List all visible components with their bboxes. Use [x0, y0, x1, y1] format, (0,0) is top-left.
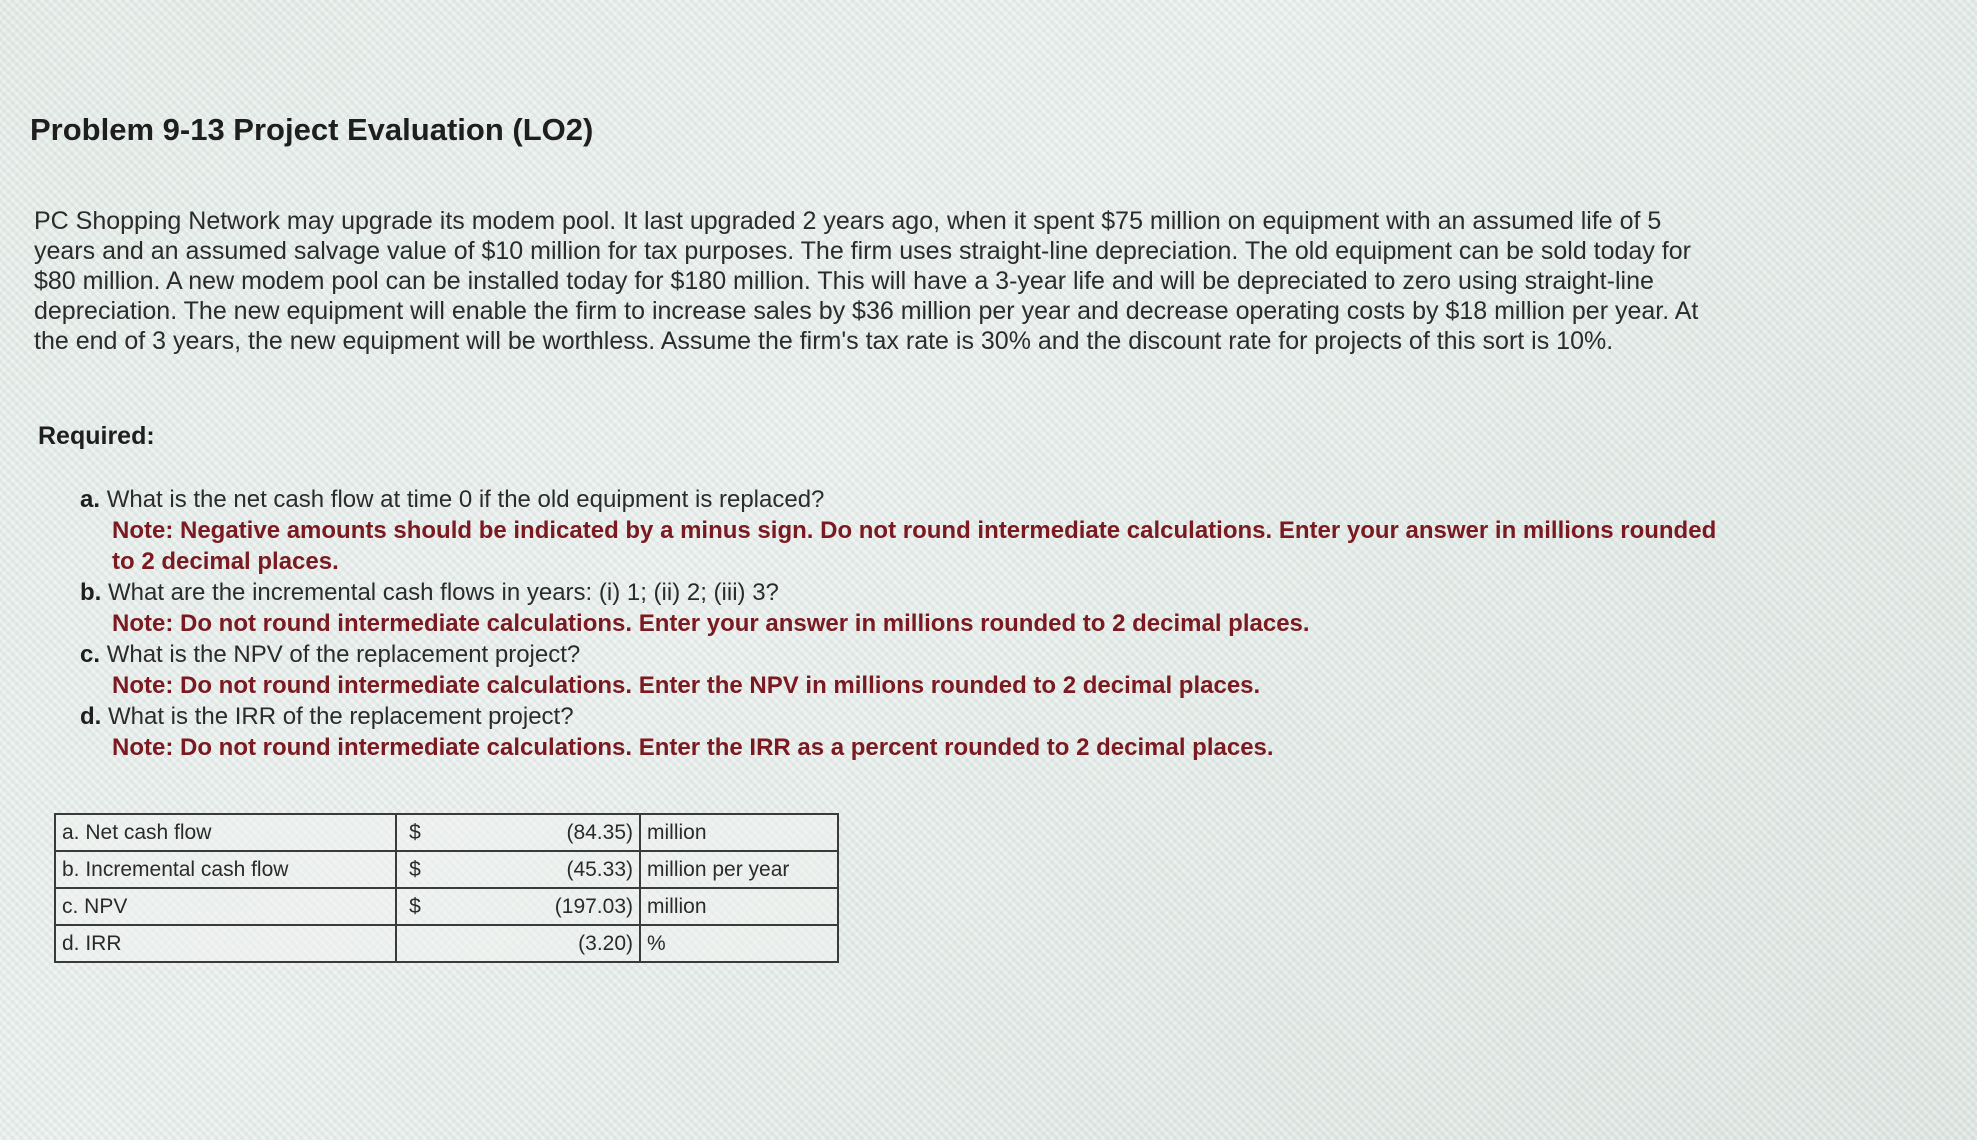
answer-input[interactable]: (3.20): [433, 925, 640, 962]
answer-row-net-cash-flow: [55, 814, 838, 851]
question-letter: b.: [80, 579, 102, 606]
answer-label: a. Net cash flow: [55, 814, 396, 851]
answer-unit: million per year: [640, 851, 838, 888]
question-text: What are the incremental cash flows in years: (i) 1; (ii) 2; (iii) 3?: [108, 579, 779, 606]
currency-symbol: [396, 925, 433, 962]
answer-table: [54, 813, 839, 963]
answer-row-irr: [55, 925, 838, 962]
currency-symbol: $: [396, 888, 433, 925]
question-text: What is the IRR of the replacement project?: [108, 703, 574, 730]
currency-symbol: $: [396, 814, 433, 851]
answer-row-npv: [55, 888, 838, 925]
question-note: Note: Do not round intermediate calculations. Enter the IRR as a percent rounded to 2 decimal places.: [112, 734, 1274, 761]
answer-label: d. IRR: [55, 925, 396, 962]
problem-intro: PC Shopping Network may upgrade its modem pool. It last upgraded 2 years ago, when it spent $75 million on equipment with an assumed life of 5 years and an assumed salvage value of $10 million for tax purposes. The firm uses straight-line depreciation. The old equipment can be sold today for $80 million. A new modem pool can be installed today for $180 million. This will have a 3-year life and will be depreciated to zero using straight-line depreciation. The new equipment will enable the firm to increase sales by $36 million per year and decrease operating costs by $18 million per year. At the end of 3 years, the new equipment will be worthless. Assume the firm's tax rate is 30% and the discount rate for projects of this sort is 10%.: [34, 207, 1699, 355]
problem-title: Problem 9-13 Project Evaluation (LO2): [30, 112, 594, 147]
questions-list: [80, 484, 1720, 763]
answer-unit: %: [640, 925, 838, 962]
question-letter: a.: [80, 486, 101, 513]
question-text: What is the net cash flow at time 0 if the old equipment is replaced?: [106, 486, 825, 513]
question-c: [80, 639, 1720, 701]
answer-input[interactable]: (197.03): [433, 888, 640, 925]
question-b: [80, 577, 1720, 639]
question-note: Note: Do not round intermediate calculations. Enter the NPV in millions rounded to 2 decimal places.: [112, 672, 1261, 699]
answer-row-incremental-cash-flow: [55, 851, 838, 888]
answer-input[interactable]: (84.35): [433, 814, 640, 851]
question-letter: c.: [80, 641, 101, 668]
question-letter: d.: [80, 703, 102, 730]
question-a: [80, 484, 1720, 577]
answer-input[interactable]: (45.33): [433, 851, 640, 888]
question-text: What is the NPV of the replacement project?: [106, 641, 581, 668]
answer-unit: million: [640, 888, 838, 925]
question-d: [80, 701, 1720, 763]
answer-unit: million: [640, 814, 838, 851]
answer-label: b. Incremental cash flow: [55, 851, 396, 888]
answer-label: c. NPV: [55, 888, 396, 925]
question-note: Note: Negative amounts should be indicated by a minus sign. Do not round intermediate calculations. Enter your answer in millions rounded to 2 decimal places.: [112, 517, 1717, 575]
required-label: Required:: [38, 422, 155, 450]
question-note: Note: Do not round intermediate calculations. Enter your answer in millions rounded to 2 decimal places.: [112, 610, 1310, 637]
currency-symbol: $: [396, 851, 433, 888]
